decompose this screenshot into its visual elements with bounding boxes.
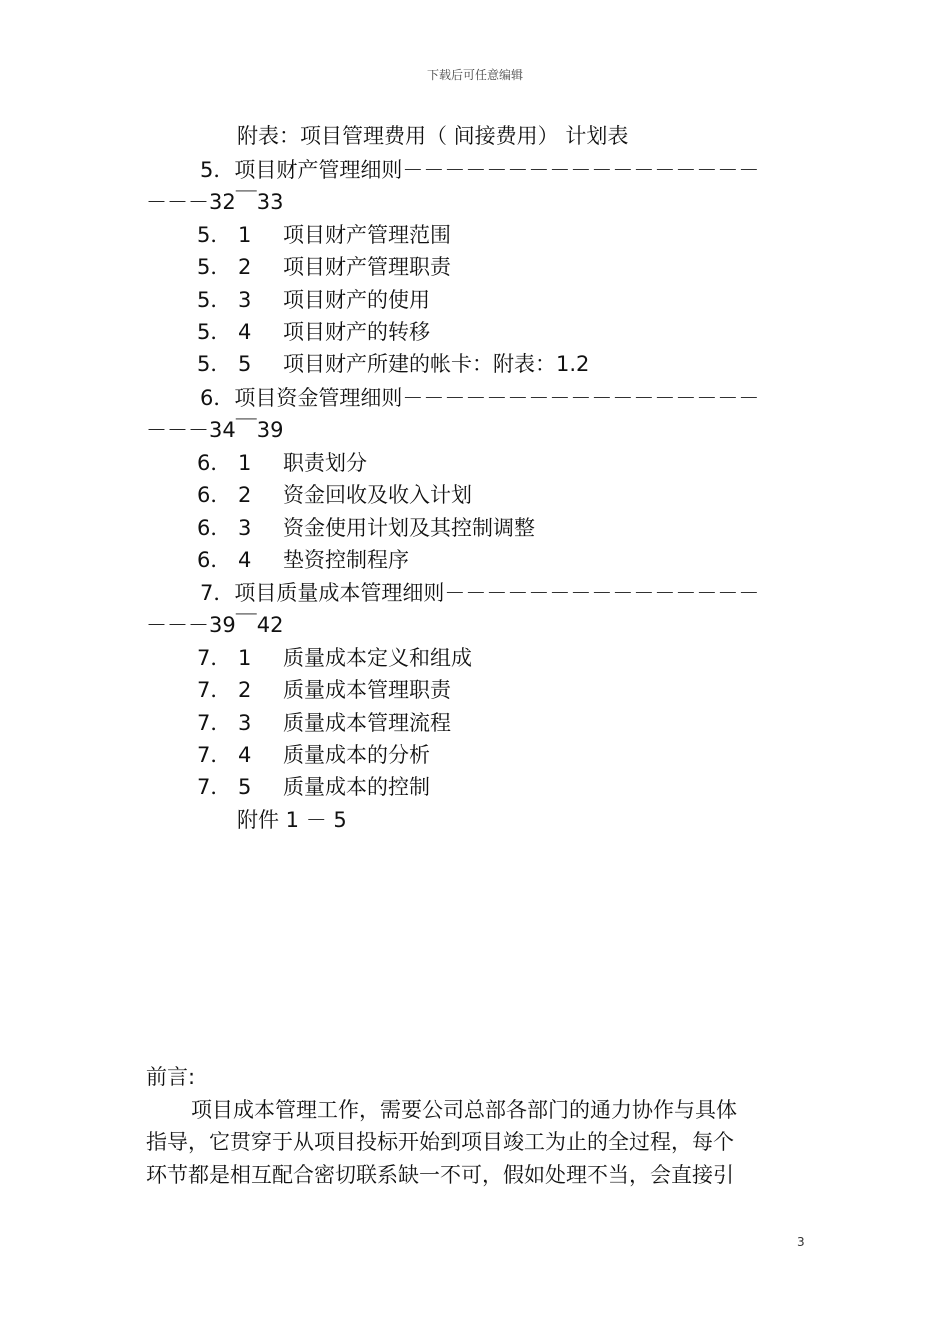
toc-item-6-3: [197, 514, 535, 542]
toc-item-text: 质量成本管理流程: [283, 711, 451, 735]
toc-item-text: 项目财产所建的帐卡：附表：1.2: [283, 352, 590, 376]
preface-line: 环节都是相互配合密切联系缺一不可，假如处理不当，会直接引: [146, 1163, 734, 1187]
toc-section-5-pages: －－－32￣33: [146, 190, 284, 214]
toc-item-6-1: [197, 449, 367, 477]
toc-item-7-4: [197, 741, 430, 769]
toc-item-number: 7． 1: [197, 646, 252, 670]
toc-item-number: 6． 1: [197, 451, 252, 475]
toc-item-text: 职责划分: [283, 451, 367, 475]
toc-item-5-3: [197, 286, 430, 314]
toc-item-7-1: [197, 644, 472, 672]
toc-item-text: 项目财产的使用: [283, 288, 430, 312]
toc-section-6-pages: －－－34￣39: [146, 418, 284, 442]
toc-section-7-pages: －－－39￣42: [146, 613, 284, 637]
toc-item-number: 5． 3: [197, 288, 252, 312]
toc-appendix-table: 附表：项目管理费用（ 间接费用） 计划表: [237, 124, 629, 148]
toc-section-7-title: 7．项目质量成本管理细则－－－－－－－－－－－－－－－: [200, 581, 760, 605]
toc-item-text: 质量成本的控制: [283, 775, 430, 799]
toc-item-7-5: [197, 773, 430, 801]
toc-item-text: 项目财产管理职责: [283, 255, 451, 279]
toc-item-5-4: [197, 318, 430, 346]
page-header: 下载后可任意编辑: [426, 68, 523, 82]
toc-item-number: 6． 3: [197, 516, 252, 540]
toc-item-text: 项目财产的转移: [283, 320, 430, 344]
toc-item-5-5: [197, 350, 589, 378]
toc-item-number: 7． 2: [197, 678, 252, 702]
toc-item-text: 质量成本的分析: [283, 743, 430, 767]
toc-section-5-title: 5．项目财产管理细则－－－－－－－－－－－－－－－－－: [200, 158, 760, 182]
toc-item-number: 5． 2: [197, 255, 252, 279]
toc-item-5-2: [197, 253, 451, 281]
toc-item-number: 7． 5: [197, 775, 252, 799]
toc-item-number: 7． 4: [197, 743, 252, 767]
toc-item-text: 资金使用计划及其控制调整: [283, 516, 535, 540]
toc-item-number: 6． 2: [197, 483, 252, 507]
preface-title: 前言:: [146, 1065, 196, 1089]
toc-item-number: 7． 3: [197, 711, 252, 735]
toc-item-text: 垫资控制程序: [283, 548, 409, 572]
toc-item-7-2: [197, 676, 451, 704]
toc-item-number: 5． 1: [197, 223, 252, 247]
toc-item-number: 6． 4: [197, 548, 252, 572]
page-number: 3: [797, 1235, 805, 1249]
toc-item-6-4: [197, 546, 409, 574]
toc-item-7-3: [197, 709, 451, 737]
toc-section-6-title: 6．项目资金管理细则－－－－－－－－－－－－－－－－－: [200, 386, 760, 410]
toc-attachment: 附件 1 － 5: [237, 808, 347, 832]
toc-item-text: 资金回收及收入计划: [283, 483, 472, 507]
toc-item-number: 5． 5: [197, 352, 252, 376]
preface-line: 项目成本管理工作，需要公司总部各部门的通力协作与具体: [191, 1098, 737, 1122]
toc-item-text: 质量成本定义和组成: [283, 646, 472, 670]
toc-item-5-1: [197, 221, 451, 249]
toc-item-text: 项目财产管理范围: [283, 223, 451, 247]
preface-line: 指导，它贯穿于从项目投标开始到项目竣工为止的全过程，每个: [146, 1130, 734, 1154]
toc-item-number: 5． 4: [197, 320, 252, 344]
toc-item-text: 质量成本管理职责: [283, 678, 451, 702]
toc-item-6-2: [197, 481, 472, 509]
